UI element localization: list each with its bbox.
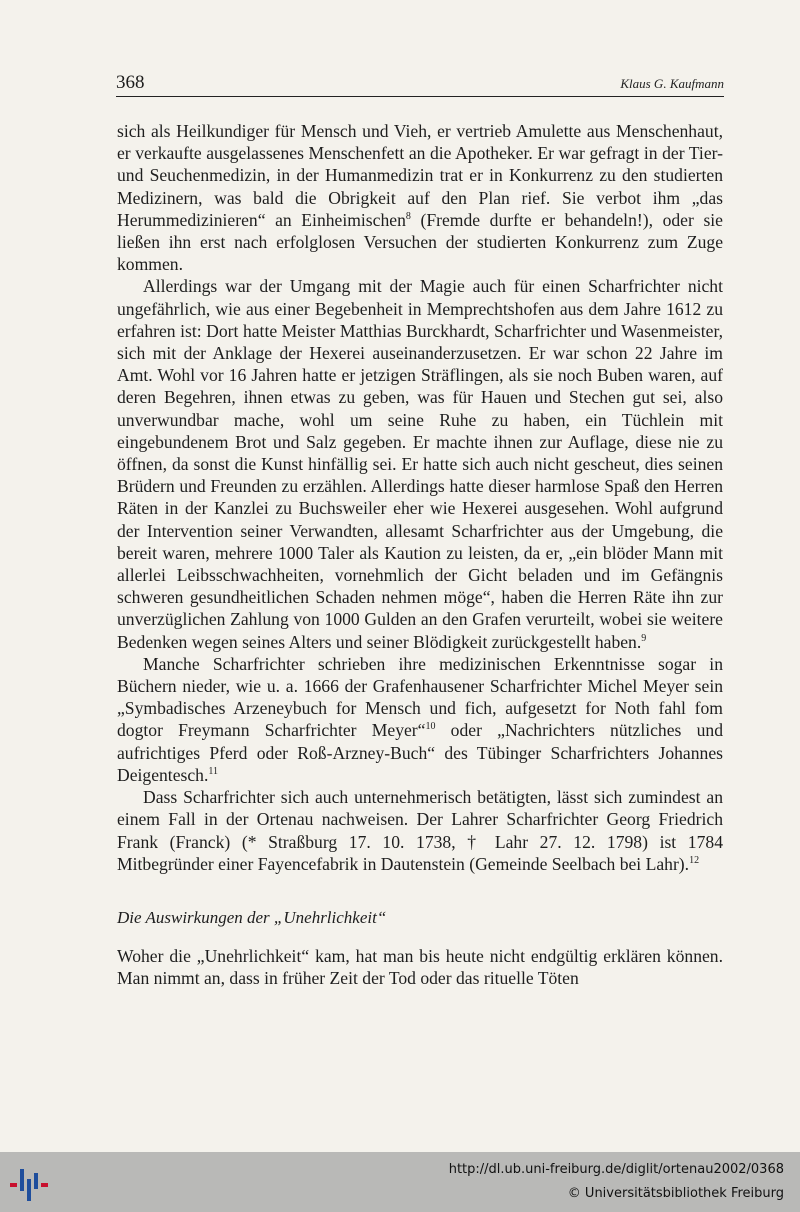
paragraph: Woher die „Unehrlichkeit“ kam, hat man bis heute nicht endgültig erklären können. Man nimmt an, dass in früher Zeit der Tod oder das rituelle Töten	[117, 946, 723, 989]
ub-freiburg-logo-icon[interactable]	[10, 1166, 50, 1202]
page-number: 368	[116, 72, 145, 93]
page-header	[116, 72, 724, 97]
paragraph-text: sich als Heilkundiger für Mensch und Vieh, er vertrieb Amulette aus Menschenhaut, er verkaufte ausgelassenes Menschenfett an die Apotheker. Er war gefragt in der Tier- und Seuchenmedizin, in der Humanmedizin trat er in Konkurrenz zu den studierten Medizinern, was bald die Obrigkeit auf den Plan rief. Sie verbot ihm „das Herummedizinieren“ an Einheimischen	[117, 121, 723, 230]
paragraph	[117, 653, 723, 786]
copyright-text: © Universitätsbibliothek Freiburg	[567, 1186, 784, 1201]
permalink-url[interactable]: http://dl.ub.uni-freiburg.de/diglit/ortenau2002/0368	[448, 1162, 784, 1177]
paragraph-text: Allerdings war der Umgang mit der Magie auch für einen Scharfrichter nicht ungefährlich, wie aus einer Begebenheit in Memprechtshofen aus dem Jahre 1612 zu erfahren ist: Dort hatte Meister Matthias Burckhardt, Scharfrichter und Wasenmeister, sich mit der Anklage der Hexerei auseinanderzusetzen. Er war schon 22 Jahre im Amt. Wohl vor 16 Jahren hatte er jetzigen Sträflingen, als sie noch Buben waren, auf deren Begehren, ihnen etwas zu geben, was für Hauen und Stechen gut sei, also unverwundbar mache, wohl um seine Ruhe zu haben, ein Tüchlein mit eingebundenem Brot und Salz gegeben. Er machte ihnen zur Auflage, diese nie zu öffnen, da sonst die Kunst hinfällig sei. Er hatte sich auch nicht gescheut, dies seinen Brüdern und Freunden zu erzählen. Allerdings hatte dieser harmlose Spaß den Herren Räten in der Kanzlei zu Buchsweiler eher wie Hexerei ausgesehen. Wohl aufgrund der Intervention seiner Verwandten, allesamt Scharfrichter aus der Umgebung, die bereit waren, mehrere 1000 Taler als Kaution zu leisten, da er, „ein blöder Mann mit allerlei Leibsschwachheiten, vornehmlich der Gicht beladen und im Gefängnis schweren gesundheitlichen Schaden nehmen möge“, haben die Herren Räte ihn zur unverzüglichen Zahlung von 1000 Gulden an den Grafen verurteilt, wobei sie weitere Bedenken wegen seines Alters und seiner Blödigkeit zurückgestellt haben.	[117, 276, 723, 652]
footnote-ref: 11	[208, 766, 218, 778]
footnote-ref: 12	[689, 854, 700, 866]
footnote-ref: 10	[425, 721, 436, 733]
page-body	[117, 120, 723, 990]
paragraph	[117, 275, 723, 652]
paragraph-text: Manche Scharfrichter schrieben ihre medizinischen Erkenntnisse sogar in Büchern nieder, wie u. a. 1666 der Grafenhausener Scharfrichter Michel Meyer sein „Symbadisches Arzeneybuch for Mensch und fich, aufgesetzt for Noth fahl fom dogtor Freymann Scharfrichter Meyer“	[117, 653, 723, 741]
footnote-ref: 8	[405, 210, 411, 222]
paragraph-text: (Fremde durfte er behandeln!), oder sie ließen ihn erst nach erfolglosen Versuchen der studierten Konkurrenz zum Zuge kommen.	[117, 209, 723, 275]
footnote-ref: 9	[641, 632, 647, 644]
paragraph-text: oder „Nachrichters nützliches und aufrichtiges Pferd oder Roß-Arzney-Buch“ des Tübinger Scharfrichters Johannes Deigentesch.	[117, 720, 723, 785]
running-head-author: Klaus G. Kaufmann	[620, 76, 724, 91]
paragraph	[117, 786, 723, 875]
viewer-footer	[0, 1152, 800, 1212]
paragraph-text: Dass Scharfrichter sich auch unternehmerisch betätigten, lässt sich zumindest an einem Fall in der Ortenau nachweisen. Der Lahrer Scharfrichter Georg Friedrich Frank (Franck) (* Straßburg 17. 10. 1738, † Lahr 27. 12. 1798) ist 1784 Mitbegründer einer Fayencefabrik in Dautenstein (Gemeinde Seelbach bei Lahr).	[117, 787, 723, 874]
section-heading: Die Auswirkungen der „Unehrlichkeit“	[117, 907, 387, 927]
paragraph	[117, 120, 723, 275]
